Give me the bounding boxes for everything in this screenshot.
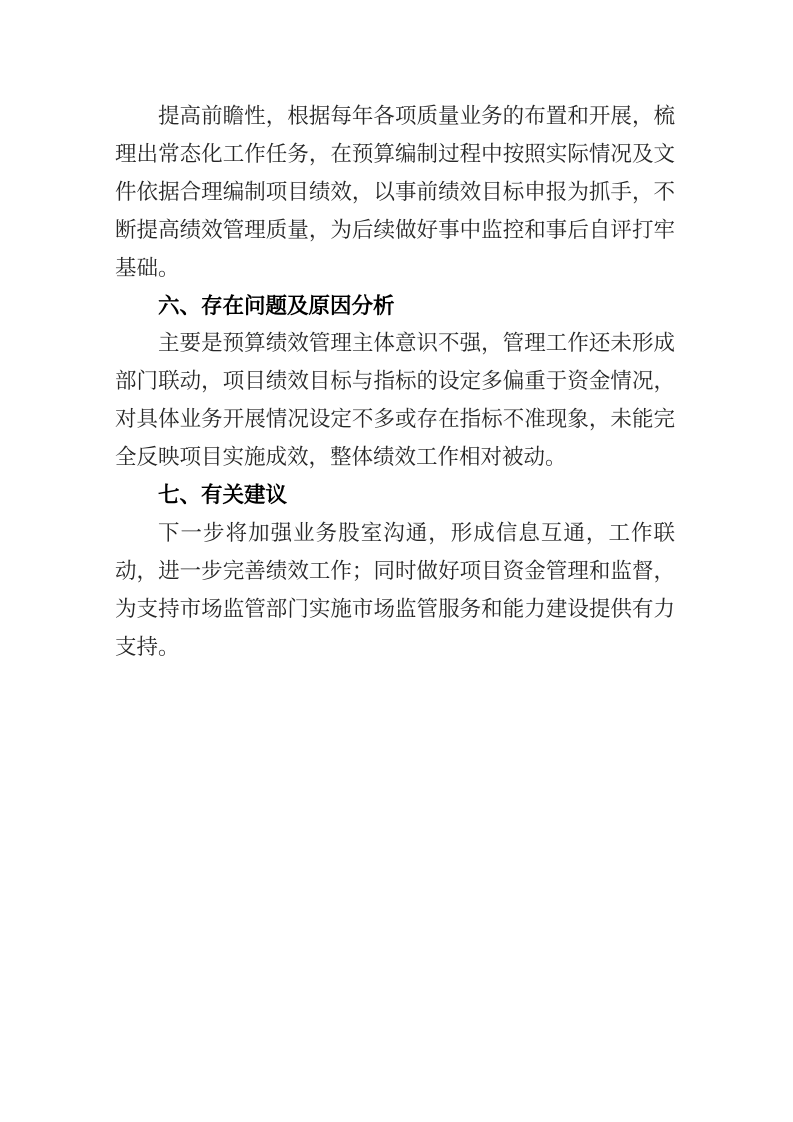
section-heading-problems-analysis: 六、存在问题及原因分析 bbox=[158, 293, 395, 318]
paragraph-suggestions: 下一步将加强业务股室沟通，形成信息互通，工作联动，进一步完善绩效工作；同时做好项目资金管理和监督，为支持市场监管部门实施市场监管服务和能力建设提供有力支持。 bbox=[115, 520, 675, 659]
paragraph-performance-planning: 提高前瞻性，根据每年各项质量业务的布置和开展，梳理出常态化工作任务，在预算编制过程中按照实际情况及文件依据合理编制项目绩效，以事前绩效目标申报为抓手，不断提高绩效管理质量，为后续做好事中监控和事后自评打牢基础。 bbox=[115, 104, 675, 280]
section-heading-suggestions: 七、有关建议 bbox=[158, 483, 288, 508]
paragraph-problems-analysis: 主要是预算绩效管理主体意识不强，管理工作还未形成部门联动，项目绩效目标与指标的设定多偏重于资金情况，对具体业务开展情况设定不多或存在指标不准现象，未能完全反映项目实施成效，整体绩效工作相对被动。 bbox=[115, 331, 675, 470]
document-content bbox=[115, 98, 675, 667]
